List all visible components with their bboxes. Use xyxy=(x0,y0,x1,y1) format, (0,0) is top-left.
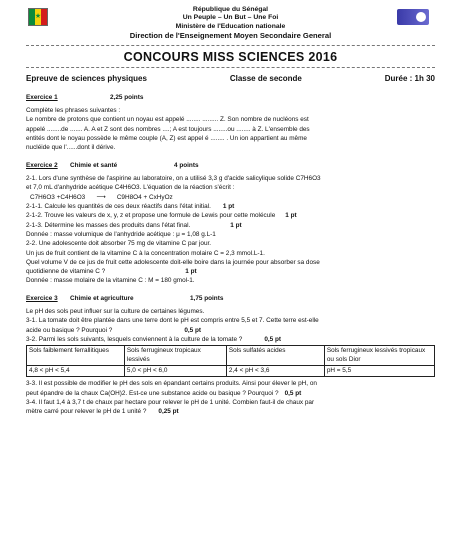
senegal-flag-icon: ★ xyxy=(28,8,48,26)
ex1-line: entités dont le noyau possède le même couple (A, Z) est appel é ........ . Un ion appartient au même xyxy=(26,134,307,142)
ex2-question xyxy=(26,212,435,220)
meta-classe: Classe de seconde xyxy=(229,74,302,84)
table-row xyxy=(27,346,435,366)
question-text: 3-2. Parmi les sols suivants, lesquels conviennent à la culture de la tomate ? xyxy=(26,336,243,344)
table-cell: 4,8 < pH < 5,4 xyxy=(27,366,125,377)
question-points: 1 pt xyxy=(222,202,235,210)
question-points: 1 pt xyxy=(230,221,242,229)
ex3-heading-row xyxy=(26,295,435,303)
equation-products: C9H8O4 + CxHyOz xyxy=(116,193,173,201)
header-line-3: Ministère de l'Education nationale xyxy=(175,22,286,30)
ministry-logo-icon xyxy=(397,9,429,25)
table-header-cell: Sols sulfatés acides xyxy=(226,346,324,366)
ex1-heading: Exercice 1 xyxy=(26,93,58,101)
ex1-line: nucléide que l'......dont il dérive. xyxy=(26,144,116,152)
question-points: 0,5 pt xyxy=(284,389,302,397)
header-line-1: République du Sénégal xyxy=(192,6,269,13)
ex3-points: 1,75 points xyxy=(190,294,224,302)
ex2-heading: Exercice 2 xyxy=(26,161,58,169)
ex3-question xyxy=(26,408,435,416)
ex3-line: 3-4. Il faut 1,4 à 3,7 t de chaux par hectare pour relever le pH de 1 unité. Combien faut-il de chaux par xyxy=(26,399,315,407)
ex2-question xyxy=(26,203,435,211)
ex3-topic: Chimie et agriculture xyxy=(70,294,134,302)
table-header-cell: Sols faiblement ferrallitiques xyxy=(27,346,125,366)
ex3-line: 3-3. Il est possible de modifier le pH des sols en épandant certains produits. Ainsi pour élever le pH, on xyxy=(26,380,317,388)
ex3-question xyxy=(26,336,435,344)
ex3-question xyxy=(26,327,435,335)
ex1-heading-row xyxy=(26,94,435,102)
ex2-heading-row xyxy=(26,162,435,170)
ex1-line: Complète les phrases suivantes : xyxy=(26,106,121,114)
question-text: peut épandre de la chaux Ca(OH)2. Est-ce une substance acide ou basique ? Pourquoi ? xyxy=(26,389,279,397)
ex2-equation xyxy=(30,194,435,202)
ex2-line: 2-1. Lors d'une synthèse de l'aspirine au laboratoire, on a utilisé 3,3 g d'acide salicylique solide C7H6O3 xyxy=(26,174,321,182)
meta-epreuve: Epreuve de sciences physiques xyxy=(26,74,147,84)
ex2-donnee: Donnée : masse molaire de la vitamine C : M = 180 gmol-1. xyxy=(26,277,195,285)
question-text: 2-1-3. Détermine les masses des produits dans l'état final. xyxy=(26,221,191,229)
ex2-line: et 7,0 mL d'anhydride acétique C4H6O3. L'équation de la réaction s'écrit : xyxy=(26,184,235,192)
ex2-topic: Chimie et santé xyxy=(70,161,118,169)
ex2-line: 2-2. Une adolescente doit absorber 75 mg de vitamine C par jour. xyxy=(26,240,212,248)
table-header-cell: Sols ferrugineux lessivés tropicaux ou sols Dior xyxy=(324,346,434,366)
soil-table xyxy=(26,345,435,377)
header-line-4: Direction de l'Enseignement Moyen Secondaire General xyxy=(129,31,332,41)
header xyxy=(26,6,435,41)
ex2-question xyxy=(26,222,435,230)
question-points: 1 pt xyxy=(285,212,297,220)
divider xyxy=(26,45,435,46)
ex3-heading: Exercice 3 xyxy=(26,294,58,302)
question-text: 2-1-1. Calcule les quantités de ces deux réactifs dans l'état initial. xyxy=(26,202,211,210)
question-points: 0,25 pt xyxy=(158,408,179,416)
header-line-2: Un Peuple – Un But – Une Foi xyxy=(182,14,279,22)
arrow-icon: ⟶ xyxy=(96,193,106,201)
question-text: 2-1-2. Trouve les valeurs de x, y, z et propose une formule de Lewis pour cette molécule xyxy=(26,212,276,220)
question-points: 0,5 pt xyxy=(184,326,202,334)
ex3-line: Le pH des sols peut influer sur la culture de certaines légumes. xyxy=(26,308,205,316)
ex2-line: Un jus de fruit contient de la vitamine C à la concentration molaire C = 2,3 mmol.L-1. xyxy=(26,249,265,257)
meta-duree: Durée : 1h 30 xyxy=(384,74,435,84)
ex1-points: 2,25 points xyxy=(110,93,144,101)
ex2-line: Quel volume V de ce jus de fruit cette adolescente doit-elle boire dans la journée pour absorber sa dose xyxy=(26,258,320,266)
equation-reactants: C7H6O3 +C4H6O3 xyxy=(30,193,86,201)
table-cell: pH = 5,5 xyxy=(324,366,434,377)
page-title: CONCOURS MISS SCIENCES 2016 xyxy=(123,49,338,64)
divider xyxy=(26,67,435,68)
ex3-question xyxy=(26,390,435,398)
table-header-cell: Sols ferrugineux tropicaux lessivés xyxy=(124,346,226,366)
question-points: 1 pt xyxy=(185,268,197,276)
ex2-points: 4 points xyxy=(174,161,199,169)
ex2-donnee: Donnée : masse volumique de l'anhydride acétique : μ = 1,08 g.L-1 xyxy=(26,230,216,238)
ex1-line: Le nombre de protons que contient un noyau est appelé ........ ......... Z. Son nombre de nucléons est xyxy=(26,116,309,124)
ex3-line: 3-1. La tomate doit être plantée dans une terre dont le pH est compris entre 5,5 et 7. Cette terre est-elle xyxy=(26,317,319,325)
question-text: quotidienne de vitamine C ? xyxy=(26,268,106,276)
table-row xyxy=(27,366,435,377)
table-cell: 5,0 < pH < 6,0 xyxy=(124,366,226,377)
exam-meta xyxy=(26,74,435,84)
ex1-line: appelé ........de ....... A. A et Z sont des nombres ....; A est toujours ........ou ........ à Z. L'ensemble des xyxy=(26,125,310,133)
question-text: acide ou basique ? Pourquoi ? xyxy=(26,326,113,334)
question-points: 0,5 pt xyxy=(264,336,282,344)
table-cell: 2,4 < pH < 3,6 xyxy=(226,366,324,377)
question-text: mètre carré pour relever le pH de 1 unité ? xyxy=(26,408,147,416)
ex2-question xyxy=(26,268,435,276)
